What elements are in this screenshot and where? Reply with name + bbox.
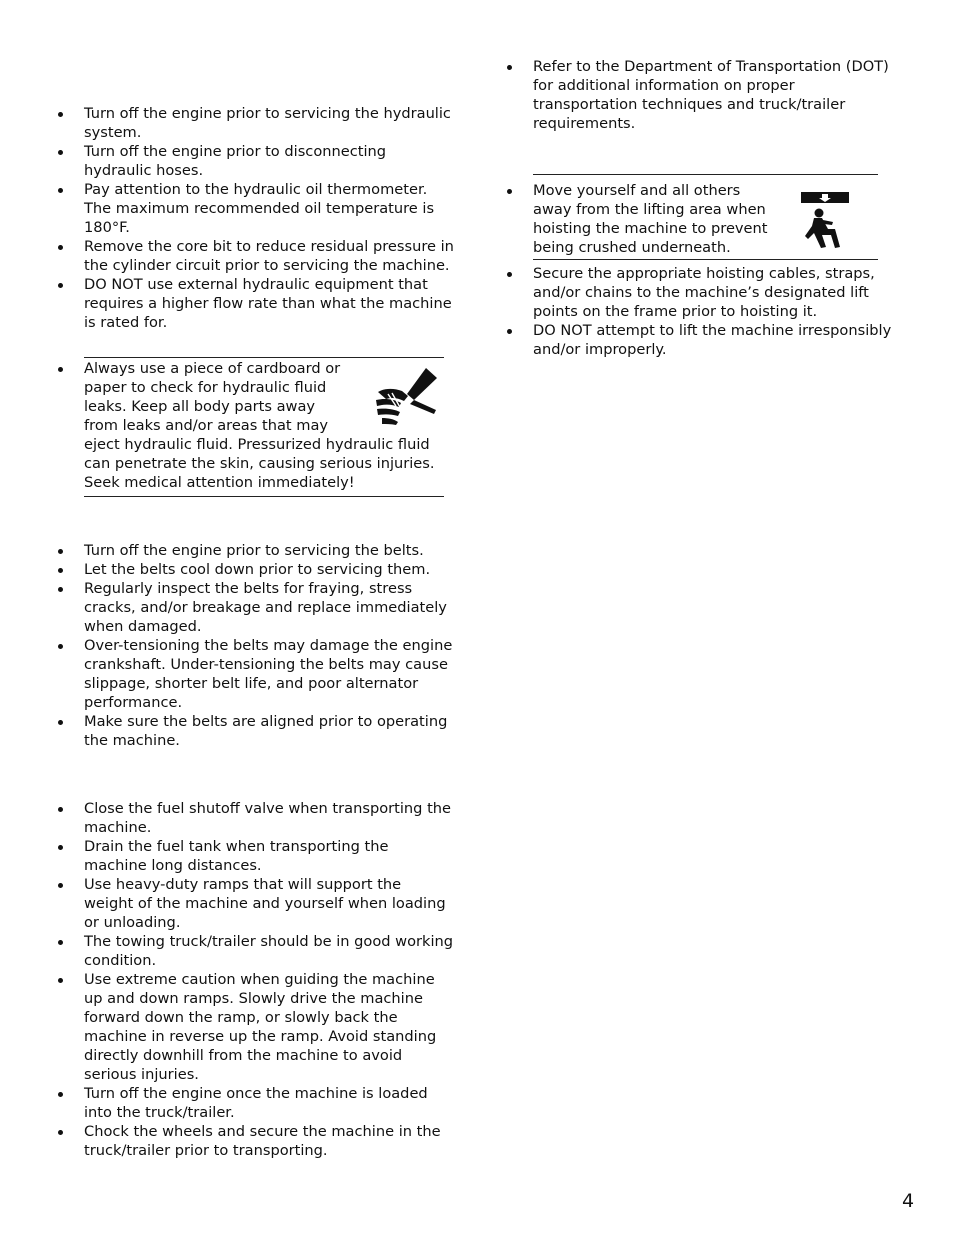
- list-item: Over-tensioning the belts may damage the engine crankshaft. Under-tensioning the belts may cause slippage, shorter belt life, and poor alternator performance.: [54, 636, 454, 712]
- list-item: Drain the fuel tank when transporting the machine long distances.: [54, 837, 454, 875]
- warning-line: being crushed underneath.: [533, 239, 731, 256]
- warning-line: from leaks and/or areas that may: [84, 417, 329, 434]
- hydraulic-injection-hazard-icon: [374, 366, 440, 428]
- list-item: Make sure the belts are aligned prior to operating the machine.: [54, 712, 454, 750]
- warning-line: away from the lifting area when: [533, 201, 766, 218]
- list-item: Pay attention to the hydraulic oil thermometer. The maximum recommended oil temperature is 180°F.: [54, 180, 454, 237]
- warning-line: hoisting the machine to prevent: [533, 220, 768, 237]
- divider: [84, 496, 444, 497]
- list-item: The towing truck/trailer should be in good working condition.: [54, 932, 454, 970]
- page-number: 4: [902, 1190, 915, 1212]
- list-item: Refer to the Department of Transportation (DOT) for additional information on proper transportation techniques and truck/trailer requirements.: [503, 57, 903, 133]
- warning-line: Always use a piece of cardboard or: [84, 360, 341, 377]
- list-item: DO NOT attempt to lift the machine irresponsibly and/or improperly.: [503, 321, 903, 359]
- list-item: Remove the core bit to reduce residual pressure in the cylinder circuit prior to servicing the machine.: [54, 237, 454, 275]
- warning-line: can penetrate the skin, causing serious injuries.: [84, 455, 435, 472]
- belts-safety-list: [54, 541, 454, 750]
- list-item: Chock the wheels and secure the machine in the truck/trailer prior to transporting.: [54, 1122, 454, 1160]
- hydraulic-safety-list: [54, 104, 454, 332]
- list-item: Regularly inspect the belts for fraying, stress cracks, and/or breakage and replace immediately when damaged.: [54, 579, 454, 636]
- dot-reference-section: [503, 57, 903, 133]
- list-item: [503, 181, 803, 257]
- list-item: Close the fuel shutoff valve when transporting the machine.: [54, 799, 454, 837]
- hydraulic-safety-section: [54, 104, 454, 332]
- list-item: Turn off the engine prior to disconnecting hydraulic hoses.: [54, 142, 454, 180]
- transport-safety-section: [54, 799, 454, 1160]
- list-item: Let the belts cool down prior to servicing them.: [54, 560, 454, 579]
- divider: [533, 259, 878, 260]
- belts-safety-section: [54, 541, 454, 750]
- list-item: Turn off the engine prior to servicing the hydraulic system.: [54, 104, 454, 142]
- list-item: Use extreme caution when guiding the machine up and down ramps. Slowly drive the machine forward down the ramp, or slowly back the machine in reverse up the ramp. Avoid standing directly downhill from the machine to avoid serious injuries.: [54, 970, 454, 1084]
- list-item: Turn off the engine once the machine is loaded into the truck/trailer.: [54, 1084, 454, 1122]
- lifting-area-warning: [503, 181, 803, 257]
- list-item: Turn off the engine prior to servicing the belts.: [54, 541, 454, 560]
- list-item: Secure the appropriate hoisting cables, straps, and/or chains to the machine’s designated lift points on the frame prior to hoisting it.: [503, 264, 903, 321]
- divider: [84, 357, 444, 358]
- transport-safety-list: [54, 799, 454, 1160]
- warning-line: leaks. Keep all body parts away: [84, 398, 316, 415]
- warning-line: Move yourself and all others: [533, 182, 741, 199]
- falling-load-crush-hazard-icon: [800, 191, 852, 253]
- list-item: Use heavy-duty ramps that will support the weight of the machine and yourself when loading or unloading.: [54, 875, 454, 932]
- warning-line: paper to check for hydraulic fluid: [84, 379, 327, 396]
- list-item: DO NOT use external hydraulic equipment that requires a higher flow rate than what the machine is rated for.: [54, 275, 454, 332]
- divider: [533, 174, 878, 175]
- lifting-safety-list: [503, 264, 903, 359]
- lifting-safety-section: [503, 264, 903, 359]
- dot-reference-list: [503, 57, 903, 133]
- warning-line: eject hydraulic fluid. Pressurized hydraulic fluid: [84, 436, 430, 453]
- warning-line: Seek medical attention immediately!: [84, 474, 355, 491]
